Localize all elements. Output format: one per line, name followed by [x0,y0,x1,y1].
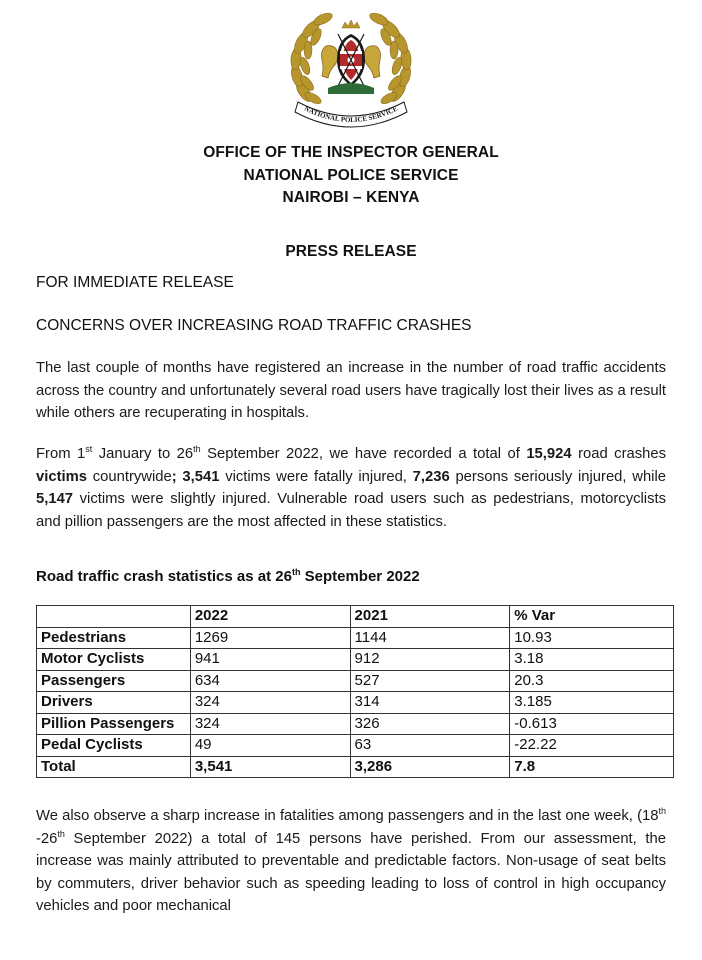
table-title: Road traffic crash statistics as at 26th September 2022 [36,567,420,585]
table-header-cell: % Var [510,606,674,628]
table-row [37,713,674,735]
cell-2022: 324 [190,692,350,714]
cell-2021: 3,286 [350,756,510,778]
location-title: NAIROBI – KENYA [282,189,420,206]
cell-2022: 634 [190,670,350,692]
paragraph-statistics: From 1st January to 26th September 2022, we have recorded a total of 15,924 road crashes victims countrywide; 3,541 victims were fatally injured, 7,236 persons seriously injured, while 5,147 victims were slightly injured. Vulnerable road users such as pedestrians, motorcyclists and pillion passengers are the most affected in these statistics. [36,444,666,530]
emblem-ribbon-text: NATIONAL POLICE SERVICE [303,104,399,125]
row-label: Motor Cyclists [37,649,191,671]
crash-statistics-table [36,605,674,778]
cell-2021: 63 [350,735,510,757]
cell-2022: 49 [190,735,350,757]
national-police-service-emblem [276,6,426,136]
cell-var: 20.3 [510,670,674,692]
cell-2022: 1269 [190,627,350,649]
row-label: Pillion Passengers [37,713,191,735]
table-row [37,735,674,757]
cell-var: 7.8 [510,756,674,778]
cell-2021: 527 [350,670,510,692]
table-header-cell [37,606,191,628]
table-row [37,649,674,671]
service-title: NATIONAL POLICE SERVICE [243,167,459,184]
cell-var: 10.93 [510,627,674,649]
cell-2021: 912 [350,649,510,671]
row-label: Drivers [37,692,191,714]
table-header-cell: 2022 [190,606,350,628]
row-label: Pedal Cyclists [37,735,191,757]
row-label: Pedestrians [37,627,191,649]
cell-2022: 941 [190,649,350,671]
row-label: Total [37,756,191,778]
table-row [37,692,674,714]
cell-var: 3.185 [510,692,674,714]
cell-2022: 3,541 [190,756,350,778]
table-header-cell: 2021 [350,606,510,628]
table-total-row [37,756,674,778]
cell-var: -22.22 [510,735,674,757]
cell-var: 3.18 [510,649,674,671]
table-row [37,627,674,649]
press-release-heading: PRESS RELEASE [285,243,417,260]
cell-2022: 324 [190,713,350,735]
cell-var: -0.613 [510,713,674,735]
row-label: Passengers [37,670,191,692]
table-header-row [37,606,674,628]
immediate-release-label: FOR IMMEDIATE RELEASE [36,274,234,291]
office-title: OFFICE OF THE INSPECTOR GENERAL [203,144,499,161]
cell-2021: 314 [350,692,510,714]
table-row [37,670,674,692]
paragraph-passenger-fatalities: We also observe a sharp increase in fatalities among passengers and in the last one week, (18th -26th September 2022) a total of 145 persons have perished. From our assessment, the increase was mainly attributed to preventable and predictable factors. Non-usage of seat belts by commuters, driver behavior such as speeding leading to loss of control in high occupancy vehicles and poor mechanical [36,806,666,914]
cell-2021: 1144 [350,627,510,649]
subject-heading: CONCERNS OVER INCREASING ROAD TRAFFIC CRASHES [36,317,472,334]
paragraph-intro: The last couple of months have registered an increase in the number of road traffic accidents across the country and unfortunately several road users have tragically lost their lives as a result while others are recuperating in hospitals. [36,360,667,421]
cell-2021: 326 [350,713,510,735]
